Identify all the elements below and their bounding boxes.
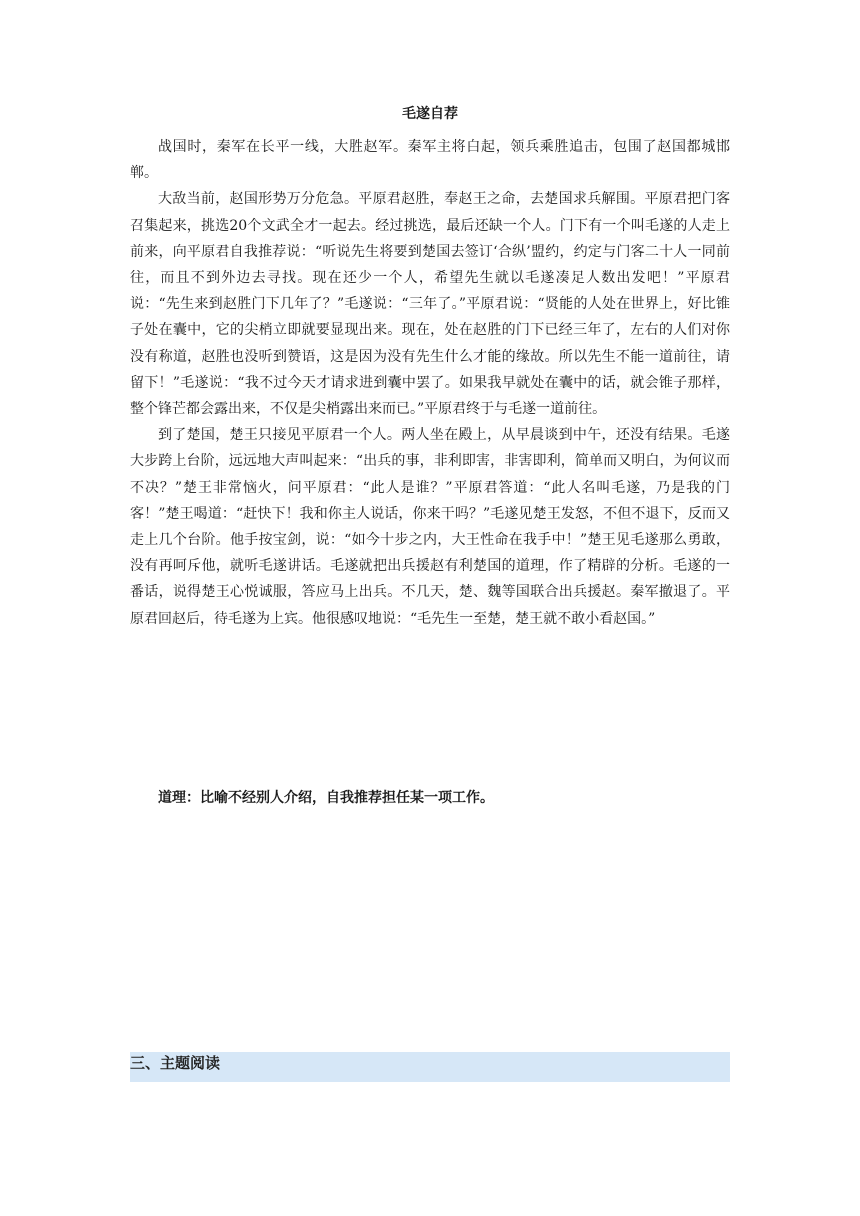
paragraph-2: 大敌当前，赵国形势万分危急。平原君赵胜，奉赵王之命，去楚国求兵解围。平原君把门客召集起来，挑选20个文武全才一起去。经过挑选，最后还缺一个人。门下有一个叫毛遂的人走上前来，向平原君自我推荐说：“听说先生将要到楚国去签订‘合纵’盟约，约定与门客二十人一同前往，而且不到外边去寻找。现在还少一个人，希望先生就以毛遂凑足人数出发吧！”平原君说：“先生来到赵胜门下几年了？”毛遂说：“三年了。”平原君说：“贤能的人处在世界上，好比锥子处在囊中，它的尖梢立即就要显现出来。现在，处在赵胜的门下已经三年了，左右的人们对你没有称道，赵胜也没听到赞语，这是因为没有先生什么才能的缘故。所以先生不能一道前往，请留下！”毛遂说：“我不过今天才请求进到囊中罢了。如果我早就处在囊中的话，就会锥子那样，整个锋芒都会露出来，不仅是尖梢露出来而已。”平原君终于与毛遂一道前往。 [130, 191, 730, 418]
paragraph-1: 战国时，秦军在长平一线，大胜赵军。秦军主将白起，领兵乘胜追击，包围了赵国都城邯郸。 [130, 139, 730, 182]
section-header [130, 1052, 730, 1082]
story-body [130, 134, 730, 632]
paragraph-3: 到了楚国，楚王只接见平原君一个人。两人坐在殿上，从早晨谈到中午，还没有结果。毛遂大步跨上台阶，远远地大声叫起来：“出兵的事，非利即害，非害即利，简单而又明白，为何议而不决？”楚王非常恼火，问平原君：“此人是谁？”平原君答道：“此人名叫毛遂，乃是我的门客！”楚王喝道：“赶快下！我和你主人说话，你来干吗？”毛遂见楚王发怒，不但不退下，反而又走上几个台阶。他手按宝剑，说：“如今十步之内，大王性命在我手中！”楚王见毛遂那么勇敢，没有再呵斥他，就听毛遂讲话。毛遂就把出兵援赵有利楚国的道理，作了精辟的分析。毛遂的一番话，说得楚王心悦诚服，答应马上出兵。不几天，楚、魏等国联合出兵援赵。秦军撤退了。平原君回赵后，待毛遂为上宾。他很感叹地说：“毛先生一至楚，楚王就不敢小看赵国。” [130, 427, 730, 627]
moral-statement: 道理：比喻不经别人介绍，自我推荐担任某一项工作。 [158, 790, 494, 806]
section-heading: 三、主题阅读 [130, 1054, 221, 1072]
document-title: 毛遂自荐 [402, 106, 458, 122]
